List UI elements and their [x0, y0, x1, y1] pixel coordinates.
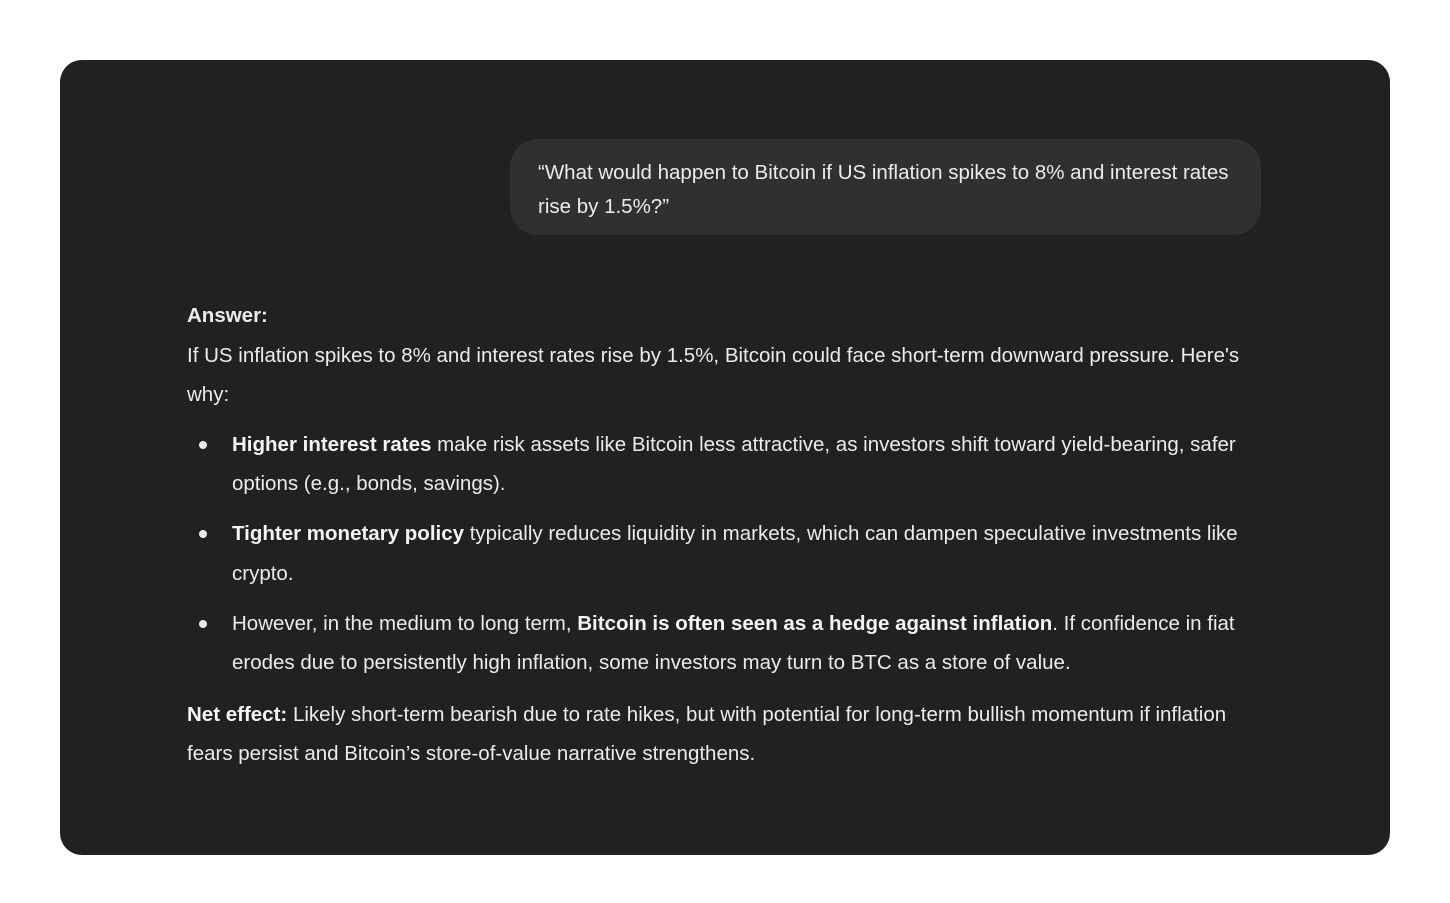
user-message-bubble	[510, 139, 1261, 235]
bullet-icon	[199, 620, 207, 628]
list-item	[187, 604, 1267, 683]
list-item	[187, 425, 1267, 504]
answer-bullet-list	[187, 425, 1267, 683]
user-message-text: “What would happen to Bitcoin if US inflation spikes to 8% and interest rates rise by 1.5%?”	[538, 161, 1229, 218]
bullet-text-post: . If confidence in fiat erodes due to persistently high inflation, some investors may turn to BTC as a store of value.	[232, 611, 1235, 674]
bullet-text-post: typically reduces liquidity in markets, which can dampen speculative investments like crypto.	[232, 522, 1238, 585]
net-effect-text: Likely short-term bearish due to rate hikes, but with potential for long-term bullish momentum if inflation fears persist and Bitcoin’s store-of-value narrative strengthens.	[187, 702, 1227, 765]
chat-panel	[60, 60, 1390, 855]
net-effect-paragraph	[187, 695, 1267, 774]
bullet-text-post: make risk assets like Bitcoin less attractive, as investors shift toward yield-bearing, safer options (e.g., bonds, savings).	[232, 432, 1236, 495]
bullet-bold-text: Higher interest rates	[232, 432, 432, 456]
bullet-icon	[199, 441, 207, 449]
bullet-icon	[199, 530, 207, 538]
assistant-response	[187, 296, 1267, 774]
bullet-text-pre: However, in the medium to long term,	[232, 611, 578, 635]
bullet-bold-text: Bitcoin is often seen as a hedge against inflation	[577, 611, 1053, 635]
answer-intro: If US inflation spikes to 8% and interest rates rise by 1.5%, Bitcoin could face short-term downward pressure. Here's why:	[187, 343, 1240, 406]
answer-heading: Answer:	[187, 304, 268, 327]
net-effect-label: Net effect:	[187, 702, 288, 726]
list-item	[187, 514, 1267, 593]
bullet-bold-text: Tighter monetary policy	[232, 522, 465, 545]
